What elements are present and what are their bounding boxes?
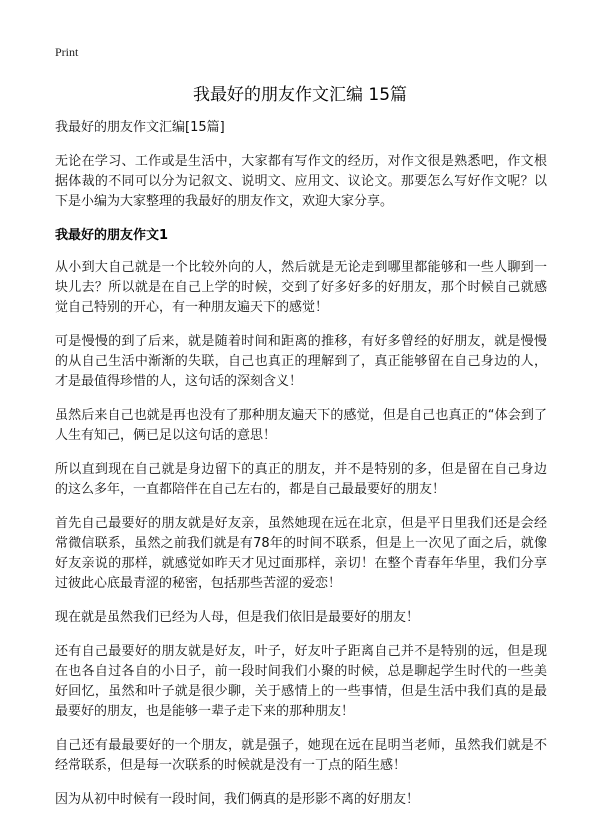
paragraph-5: 首先自己最要好的朋友就是好友亲，虽然她现在远在北京，但是平日里我们还是会经常微信联系，虽然之前我们就是有78年的时间不联系，但是上一次见了面之后，就像好友亲说的那样，就感觉如昨天才见过面那样，亲切！在整个青春年华里，我们分享过彼此心底最青涩的秘密，包括那些苦涩的爱恋！ [55,516,547,591]
paragraph-6: 现在就是虽然我们已经为人母，但是我们依旧是最要好的朋友！ [55,610,420,625]
paragraph-3: 虽然后来自己也就是再也没有了那种朋友遍天下的感觉，但是自己也真正的“体会到了人生有知己，俩已足以这句话的意思！ [55,408,547,443]
paragraph-9: 因为从初中时候有一段时间，我们俩真的是形影不离的好朋友！ [55,792,420,807]
paragraph-7: 还有自己最要好的朋友就是好友，叶子，好友叶子距离自己并不是特别的远，但是现在也各自过各自的小日子，前一段时间我们小聚的时候，总是聊起学生时代的一些美好回忆，虽然和叶子就是很少聊，关于感情上的一些事情，但是生活中我们真的是最最要好的朋友，也是能够一辈子走下来的那种朋友！ [55,644,547,719]
paragraph-4: 所以直到现在自己就是身边留下的真正的朋友，并不是特别的多，但是留在自己身边的这么多年，一直都陪伴在自己左右的，都是自己最最要好的朋友！ [55,462,547,497]
paragraph-1: 从小到大自己就是一个比较外向的人，然后就是无论走到哪里都能够和一些人聊到一块儿去？所以就是在自己上学的时候，交到了好多好多的好朋友，那个时候自己就感觉自己特别的开心，有一种朋友遍天下的感觉！ [55,260,547,315]
document-subtitle: 我最好的朋友作文汇编[15篇] [55,120,225,135]
paragraph-2: 可是慢慢的到了后来，就是随着时间和距离的推移，有好多曾经的好朋友，就是慢慢的从自己生活中渐渐的失联，自己也真正的理解到了，真正能够留在自己身边的人，才是最值得珍惜的人，这句话的深刻含义！ [55,334,547,389]
document-title: 我最好的朋友作文汇编 15篇 [192,85,408,105]
document-body [55,118,547,824]
section-heading: 我最好的朋友作文1 [55,228,169,243]
intro-paragraph: 无论在学习、工作或是生活中，大家都有写作文的经历，对作文很是熟悉吧，作文根据体裁的不同可以分为记叙文、说明文、应用文、议论文。那要怎么写好作文呢？以下是小编为大家整理的我最好的朋友作文，欢迎大家分享。 [55,154,547,209]
print-label: Print [55,45,79,59]
paragraph-8: 自己还有最最要好的一个朋友，就是强子，她现在远在昆明当老师，虽然我们就是不经常联系，但是每一次联系的时候就是没有一丁点的陌生感！ [55,738,547,773]
